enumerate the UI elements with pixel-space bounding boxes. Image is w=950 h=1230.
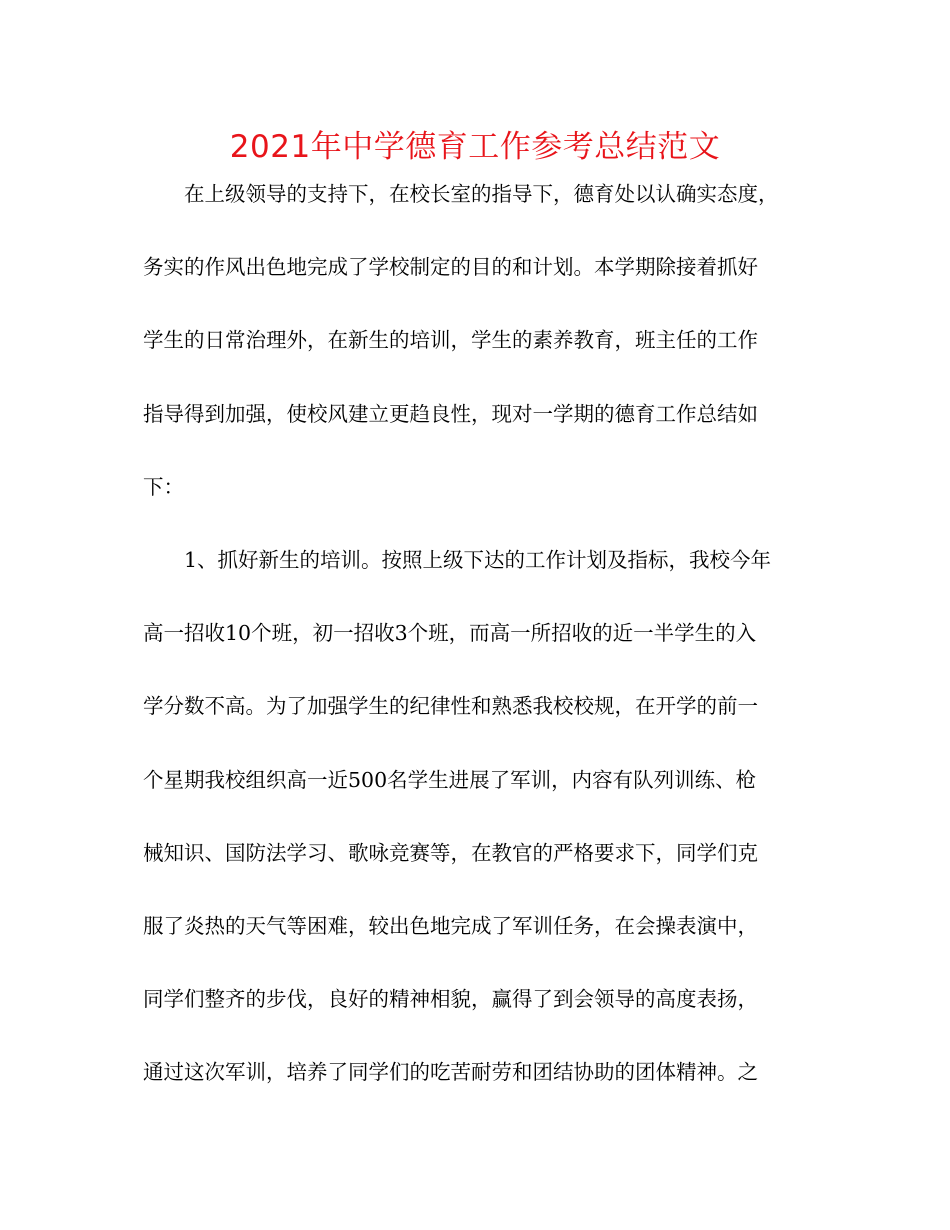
paragraph-1-line-5: 下： [143, 474, 184, 499]
paragraph-2-line-1: 1、抓好新生的培训。按照上级下达的工作计划及指标，我校今年 [184, 547, 772, 572]
document-title: 2021年中学德育工作参考总结范文 [229, 129, 721, 165]
paragraph-2-line-3: 学分数不高。为了加强学生的纪律性和熟悉我校校规，在开学的前一 [143, 694, 758, 719]
paragraph-2-line-8: 通过这次军训，培养了同学们的吃苦耐劳和团结协助的团体精神。之 [143, 1060, 758, 1085]
paragraph-2-line-6: 服了炎热的天气等困难，较出色地完成了军训任务，在会操表演中， [143, 913, 758, 938]
paragraph-2-line-4: 个星期我校组织高一近500名学生进展了军训，内容有队列训练、枪 [143, 767, 757, 792]
paragraph-2-line-5: 械知识、国防法学习、歌咏竞赛等，在教官的严格要求下，同学们克 [143, 840, 758, 865]
paragraph-1-line-2: 务实的作风出色地完成了学校制定的目的和计划。本学期除接着抓好 [143, 255, 758, 280]
paragraph-2-line-2: 高一招收10个班，初一招收3个班，而高一所招收的近一半学生的入 [143, 621, 757, 646]
document-body [143, 164, 813, 1115]
paragraph-1-line-3: 学生的日常治理外，在新生的培训，学生的素养教育，班主任的工作 [143, 328, 758, 353]
paragraph-1-line-1: 在上级领导的支持下，在校长室的指导下，德育处以认确实态度， [184, 182, 779, 206]
paragraph-1-line-4: 指导得到加强，使校风建立更趋良性，现对一学期的德育工作总结如 [143, 401, 758, 426]
paragraph-2-line-7: 同学们整齐的步伐，良好的精神相貌，赢得了到会领导的高度表扬， [143, 987, 758, 1012]
